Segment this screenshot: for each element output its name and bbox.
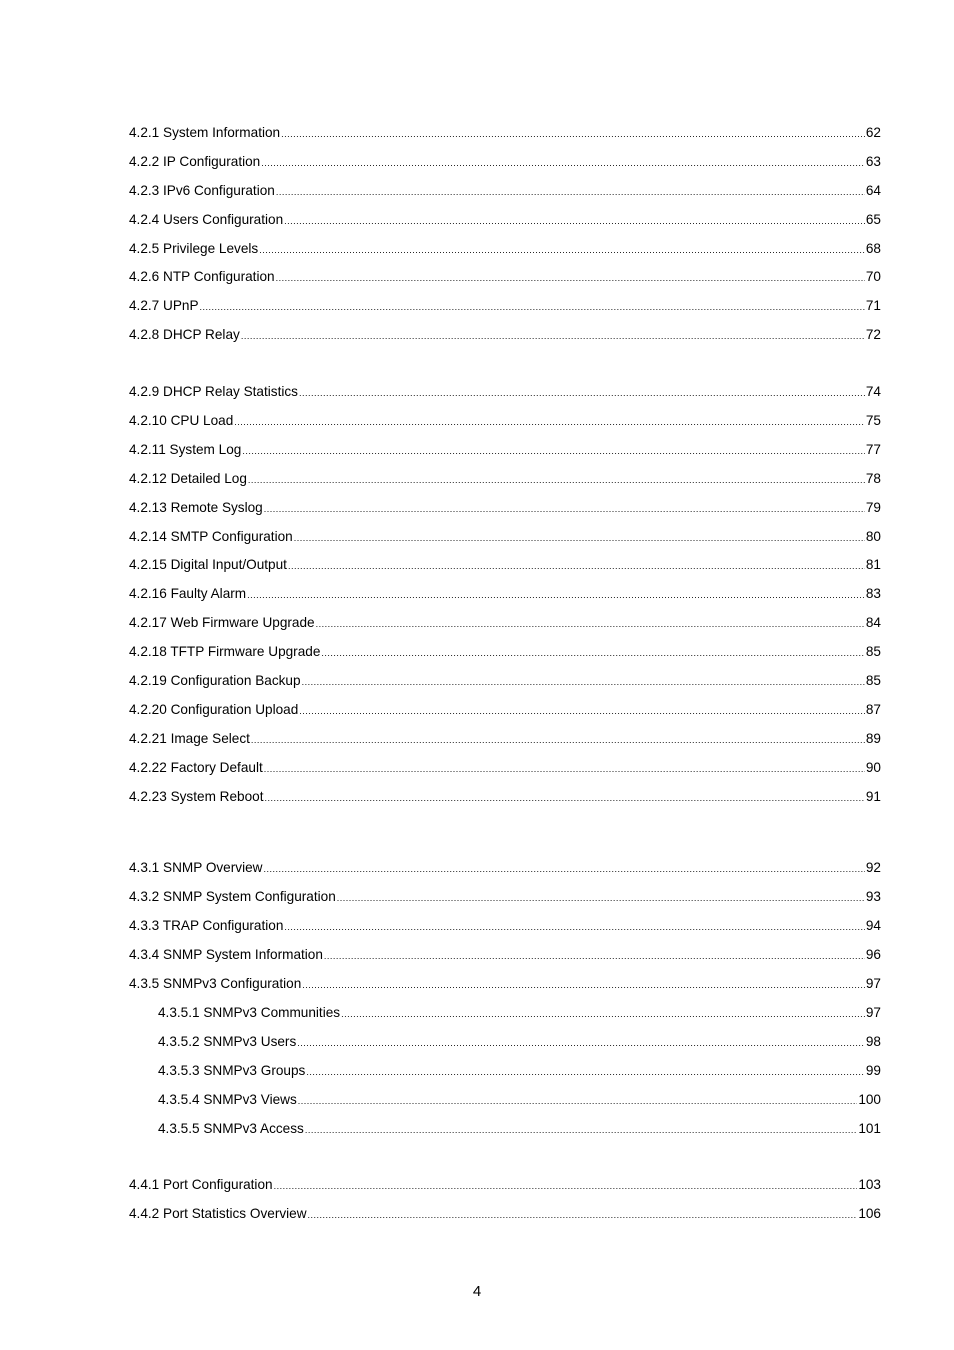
toc-entry-title: 4.2.18 TFTP Firmware Upgrade <box>129 644 321 660</box>
toc-entry[interactable] <box>129 1033 881 1062</box>
toc-entry-page: 80 <box>865 528 881 544</box>
toc-entry[interactable] <box>129 124 881 153</box>
toc-entry[interactable] <box>129 383 881 412</box>
toc-entry-page: 84 <box>865 615 881 631</box>
toc-dot-leader <box>259 241 865 259</box>
toc-dot-leader <box>321 644 864 662</box>
toc-entry-title: 4.3.5.3 SNMPv3 Groups <box>158 1062 306 1078</box>
toc-entry-page: 96 <box>865 947 881 963</box>
toc-entry-page: 89 <box>865 730 881 746</box>
toc-dot-leader <box>200 298 865 316</box>
toc-entry-page: 71 <box>865 298 881 314</box>
toc-group <box>129 383 881 816</box>
toc-entry-page: 106 <box>858 1206 881 1222</box>
toc-entry-page: 98 <box>865 1033 881 1049</box>
toc-entry[interactable] <box>129 441 881 470</box>
toc-group <box>129 1176 881 1234</box>
toc-entry[interactable] <box>129 946 881 975</box>
toc-entry-title: 4.2.5 Privilege Levels <box>129 240 259 256</box>
toc-dot-leader <box>276 183 865 201</box>
toc-entry-page: 72 <box>865 327 881 343</box>
toc-entry[interactable] <box>129 1062 881 1091</box>
toc-entry-title: 4.2.6 NTP Configuration <box>129 269 275 285</box>
toc-entry-title: 4.2.12 Detailed Log <box>129 470 247 486</box>
toc-entry-title: 4.2.8 DHCP Relay <box>129 327 240 343</box>
toc-dot-leader <box>324 947 865 965</box>
toc-entry-page: 93 <box>865 889 881 905</box>
toc-entry[interactable] <box>129 1120 881 1149</box>
toc-entry-title: 4.4.2 Port Statistics Overview <box>129 1206 307 1222</box>
toc-entry-title: 4.2.9 DHCP Relay Statistics <box>129 384 298 400</box>
toc-entry[interactable] <box>129 614 881 643</box>
toc-entry-title: 4.4.1 Port Configuration <box>129 1177 273 1193</box>
toc-dot-leader <box>305 1121 857 1139</box>
toc-entry-title: 4.2.21 Image Select <box>129 730 250 746</box>
toc-dot-leader <box>302 976 865 994</box>
toc-entry-page: 100 <box>858 1091 881 1107</box>
toc-entry-page: 78 <box>865 470 881 486</box>
toc-entry-page: 64 <box>865 182 881 198</box>
toc-entry-page: 97 <box>865 1004 881 1020</box>
toc-entry[interactable] <box>129 297 881 326</box>
toc-entry-page: 87 <box>865 701 881 717</box>
toc-entry[interactable] <box>129 153 881 182</box>
toc-entry[interactable] <box>129 528 881 557</box>
toc-dot-leader <box>261 154 865 172</box>
toc-entry-title: 4.3.5.4 SNMPv3 Views <box>158 1091 297 1107</box>
toc-entry[interactable] <box>129 412 881 441</box>
toc-entry-page: 74 <box>865 384 881 400</box>
toc-entry-page: 85 <box>865 644 881 660</box>
toc-entry-page: 83 <box>865 586 881 602</box>
toc-entry-page: 85 <box>865 673 881 689</box>
toc-dot-leader <box>297 1034 865 1052</box>
toc-entry[interactable] <box>129 556 881 585</box>
toc-entry[interactable] <box>129 182 881 211</box>
toc-entry[interactable] <box>129 1004 881 1033</box>
toc-dot-leader <box>288 557 865 575</box>
toc-entry[interactable] <box>129 268 881 297</box>
toc-dot-leader <box>337 889 865 907</box>
toc-dot-leader <box>284 918 864 936</box>
toc-entry-title: 4.3.1 SNMP Overview <box>129 860 263 876</box>
toc-entry-title: 4.2.19 Configuration Backup <box>129 673 301 689</box>
toc-entry[interactable] <box>129 917 881 946</box>
toc-dot-leader <box>298 1092 858 1110</box>
toc-dot-leader <box>341 1005 865 1023</box>
toc-entry[interactable] <box>129 499 881 528</box>
toc-entry-page: 81 <box>865 557 881 573</box>
toc-entry-title: 4.2.7 UPnP <box>129 298 199 314</box>
toc-dot-leader <box>251 731 865 749</box>
toc-entry-title: 4.2.15 Digital Input/Output <box>129 557 287 573</box>
toc-entry-title: 4.2.13 Remote Syslog <box>129 499 263 515</box>
toc-entry-page: 62 <box>865 125 881 140</box>
toc-dot-leader <box>234 413 865 431</box>
toc-entry-title: 4.2.2 IP Configuration <box>129 153 261 169</box>
toc-dot-leader <box>264 760 865 778</box>
toc-dot-leader <box>265 789 865 807</box>
toc-entry[interactable] <box>129 759 881 788</box>
toc-entry[interactable] <box>129 240 881 269</box>
toc-entry-title: 4.3.5.2 SNMPv3 Users <box>158 1033 297 1049</box>
toc-dot-leader <box>263 860 864 878</box>
toc-dot-leader <box>247 586 865 604</box>
toc-dot-leader <box>299 702 865 720</box>
toc-entry-title: 4.3.5.1 SNMPv3 Communities <box>158 1004 341 1020</box>
toc-entry[interactable] <box>129 672 881 701</box>
toc-entry-title: 4.2.17 Web Firmware Upgrade <box>129 615 315 631</box>
toc-entry-page: 90 <box>865 759 881 775</box>
page-number: 4 <box>472 1283 482 1300</box>
toc-dot-leader <box>248 471 865 489</box>
toc-entry-page: 68 <box>865 240 881 256</box>
toc-entry-page: 94 <box>865 918 881 934</box>
toc-entry[interactable] <box>129 701 881 730</box>
toc-entry-title: 4.2.4 Users Configuration <box>129 211 284 227</box>
toc-dot-leader <box>242 442 865 460</box>
toc-entry[interactable] <box>129 730 881 759</box>
toc-entry-page: 75 <box>865 413 881 429</box>
toc-entry-title: 4.2.20 Configuration Upload <box>129 701 299 717</box>
toc-entry-page: 79 <box>865 499 881 515</box>
toc-entry-page: 92 <box>865 860 881 876</box>
table-of-contents <box>129 124 881 1234</box>
toc-dot-leader <box>302 673 865 691</box>
toc-entry-page: 97 <box>865 976 881 992</box>
toc-entry[interactable] <box>129 470 881 499</box>
toc-dot-leader <box>308 1206 858 1224</box>
toc-entry-title: 4.2.3 IPv6 Configuration <box>129 182 275 198</box>
toc-entry[interactable] <box>129 1176 881 1205</box>
toc-entry-page: 91 <box>865 788 881 804</box>
toc-entry-page: 65 <box>865 211 881 227</box>
toc-dot-leader <box>281 125 865 143</box>
toc-entry[interactable] <box>129 788 881 817</box>
toc-group <box>129 859 881 1148</box>
toc-dot-leader <box>276 269 865 287</box>
toc-group <box>129 124 881 355</box>
toc-entry-title: 4.3.4 SNMP System Information <box>129 947 323 963</box>
toc-entry[interactable] <box>129 1091 881 1120</box>
toc-entry-title: 4.2.10 CPU Load <box>129 413 234 429</box>
toc-dot-leader <box>284 212 865 230</box>
toc-entry-title: 4.2.1 System Information <box>129 125 281 140</box>
toc-entry[interactable] <box>129 326 881 355</box>
toc-entry-title: 4.3.5.5 SNMPv3 Access <box>158 1120 304 1136</box>
toc-entry-title: 4.3.2 SNMP System Configuration <box>129 889 336 905</box>
toc-entry[interactable] <box>129 975 881 1004</box>
toc-entry[interactable] <box>129 643 881 672</box>
toc-entry-page: 77 <box>865 441 881 457</box>
toc-dot-leader <box>299 384 865 402</box>
toc-entry-page: 99 <box>865 1062 881 1078</box>
toc-entry-title: 4.3.3 TRAP Configuration <box>129 918 284 934</box>
toc-entry[interactable] <box>129 585 881 614</box>
toc-dot-leader <box>274 1177 858 1195</box>
toc-entry-page: 70 <box>865 269 881 285</box>
toc-entry-page: 63 <box>865 153 881 169</box>
toc-dot-leader <box>316 615 865 633</box>
toc-entry[interactable] <box>129 859 881 888</box>
toc-entry-title: 4.2.22 Factory Default <box>129 759 263 775</box>
toc-entry[interactable] <box>129 1205 881 1234</box>
toc-entry[interactable] <box>129 211 881 240</box>
toc-entry[interactable] <box>129 888 881 917</box>
toc-dot-leader <box>306 1063 865 1081</box>
toc-entry-title: 4.2.11 System Log <box>129 441 242 457</box>
toc-entry-title: 4.2.23 System Reboot <box>129 788 264 804</box>
toc-entry-title: 4.3.5 SNMPv3 Configuration <box>129 976 302 992</box>
toc-dot-leader <box>294 529 865 547</box>
toc-entry-title: 4.2.14 SMTP Configuration <box>129 528 293 544</box>
toc-entry-title: 4.2.16 Faulty Alarm <box>129 586 247 602</box>
toc-entry-page: 101 <box>858 1120 881 1136</box>
toc-dot-leader <box>241 327 865 345</box>
toc-entry-page: 103 <box>858 1177 881 1193</box>
toc-dot-leader <box>264 500 865 518</box>
